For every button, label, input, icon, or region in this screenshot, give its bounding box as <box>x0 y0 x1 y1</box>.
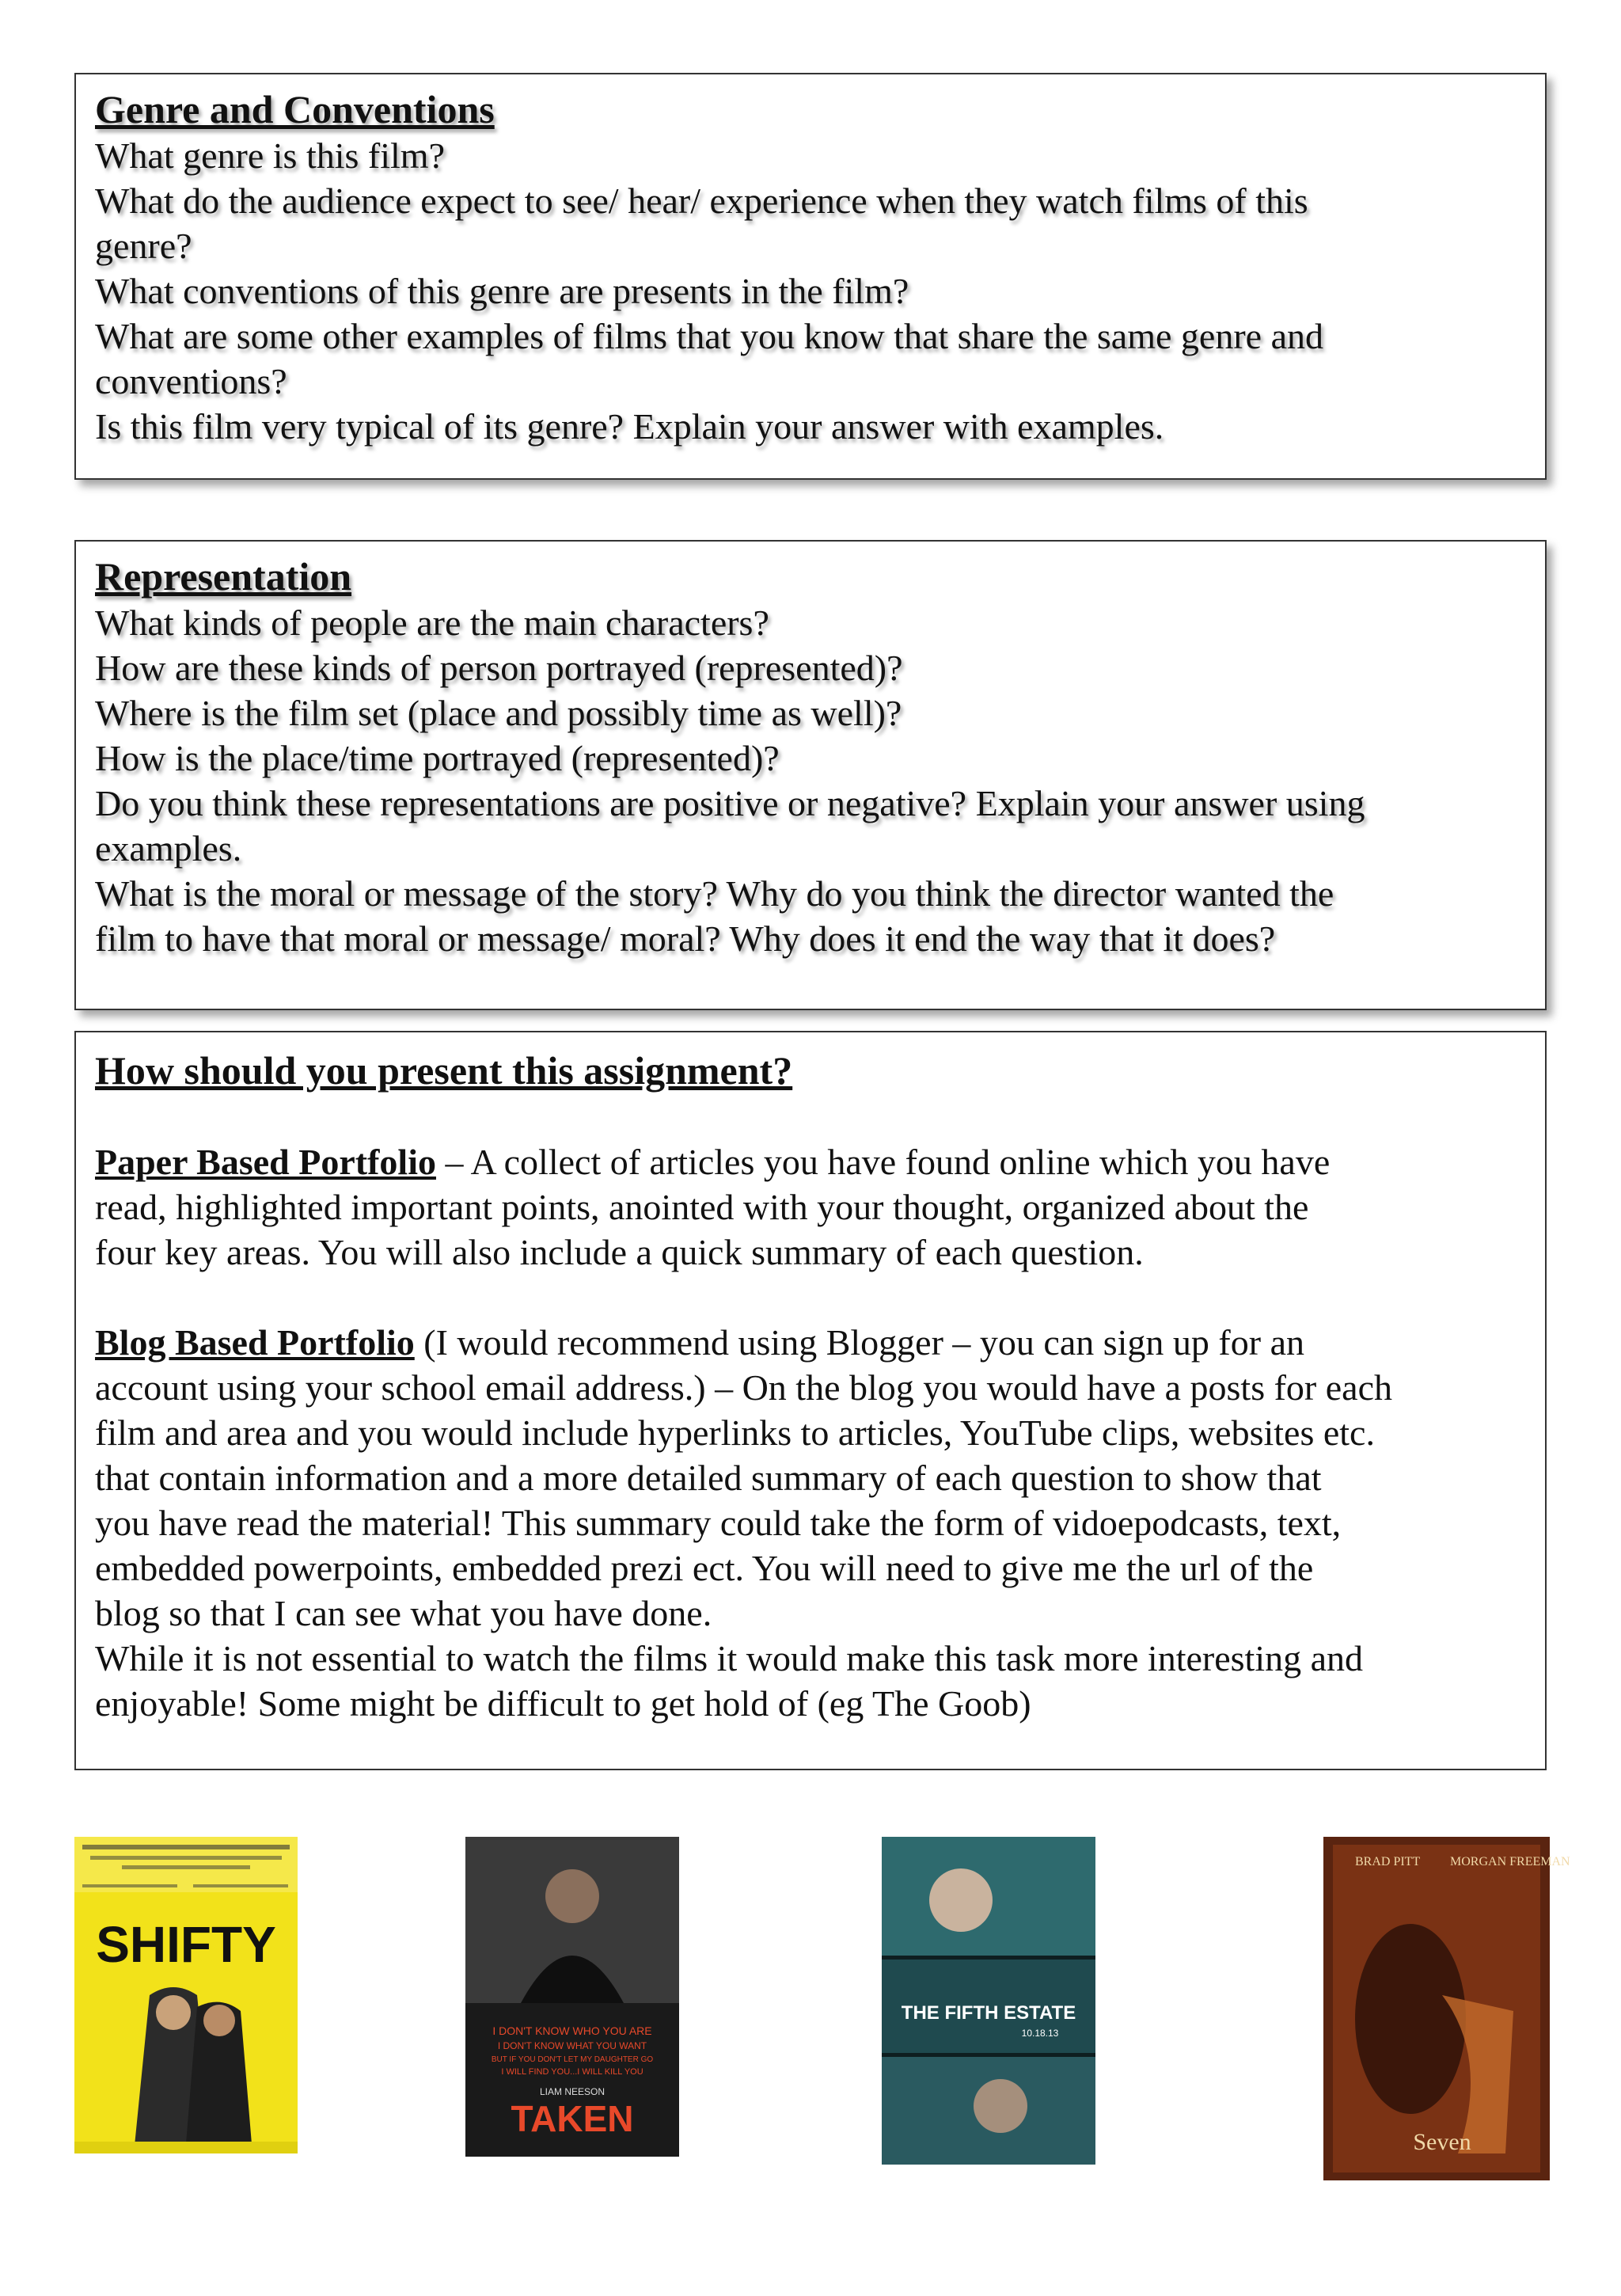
blog-portfolio-label: Blog Based Portfolio <box>95 1322 415 1363</box>
paper-portfolio-line: read, highlighted important points, anointed with your thought, organized about the <box>95 1187 1309 1227</box>
genre-line: What do the audience expect to see/ hear/ experience when they watch films of this <box>95 181 1308 221</box>
taken-tagline: I DON'T KNOW WHO YOU ARE <box>492 2024 652 2037</box>
representation-line: How is the place/time portrayed (represented)? <box>95 738 780 778</box>
representation-heading: Representation <box>95 554 352 599</box>
representation-line: Where is the film set (place and possibly time as well)? <box>95 693 902 733</box>
taken-tagline: BUT IF YOU DON'T LET MY DAUGHTER GO <box>491 2055 654 2064</box>
blog-portfolio-line: you have read the material! This summary could take the form of vidoepodcasts, text, <box>95 1503 1342 1543</box>
paper-portfolio-label: Paper Based Portfolio <box>95 1142 436 1182</box>
representation-line: What is the moral or message of the story? Why do you think the director wanted the <box>95 873 1334 914</box>
presentation-box <box>74 1031 1547 1770</box>
seven-actor: MORGAN FREEMAN <box>1450 1855 1570 1868</box>
seven-actor: BRAD PITT <box>1355 1855 1421 1868</box>
blog-portfolio-line: blog so that I can see what you have done. <box>95 1593 712 1633</box>
shifty-poster <box>74 1837 298 2153</box>
shifty-title: SHIFTY <box>96 1916 276 1973</box>
genre-line: genre? <box>95 226 192 266</box>
paper-portfolio-line: Paper Based Portfolio – A collect of articles you have found online which you have <box>95 1142 1331 1182</box>
genre-line: conventions? <box>95 361 287 401</box>
seven-title: Seven <box>1413 2129 1471 2155</box>
genre-line: What genre is this film? <box>95 135 445 176</box>
blog-portfolio-line: film and area and you would include hyperlinks to articles, YouTube clips, websites etc. <box>95 1412 1375 1453</box>
blog-portfolio-line: account using your school email address.) – On the blog you would have a posts for each <box>95 1367 1392 1408</box>
representation-line: examples. <box>95 828 242 869</box>
representation-line: What kinds of people are the main characters? <box>95 603 769 643</box>
representation-line: Do you think these representations are positive or negative? Explain your answer using <box>95 783 1365 823</box>
fifth-estate-poster <box>882 1837 1095 2165</box>
closing-line: While it is not essential to watch the films it would make this task more interesting and <box>95 1638 1364 1678</box>
closing-line: enjoyable! Some might be difficult to get hold of (eg The Goob) <box>95 1683 1031 1724</box>
seven-poster <box>1323 1837 1570 2180</box>
blog-portfolio-line: Blog Based Portfolio (I would recommend using Blogger – you can sign up for an <box>95 1322 1304 1363</box>
representation-box <box>74 540 1547 1010</box>
taken-tagline: I WILL FIND YOU...I WILL KILL YOU <box>501 2067 643 2077</box>
genre-conventions-box <box>74 73 1547 480</box>
genre-line: What are some other examples of films that you know that share the same genre and <box>95 316 1323 356</box>
genre-line: Is this film very typical of its genre? Explain your answer with examples. <box>95 406 1164 447</box>
representation-line: How are these kinds of person portrayed (represented)? <box>95 648 903 688</box>
fifth-estate-date: 10.18.13 <box>1021 2028 1059 2039</box>
taken-tagline: I DON'T KNOW WHAT YOU WANT <box>497 2040 647 2051</box>
blog-portfolio-line: embedded powerpoints, embedded prezi ect. You will need to give me the url of the <box>95 1548 1314 1588</box>
presentation-heading: How should you present this assignment? <box>95 1048 793 1093</box>
blog-portfolio-line: that contain information and a more detailed summary of each question to show that <box>95 1458 1322 1498</box>
genre-heading: Genre and Conventions <box>95 87 495 131</box>
taken-actor: LIAM NEESON <box>539 2086 606 2097</box>
fifth-estate-title: THE FIFTH ESTATE <box>901 2002 1076 2024</box>
taken-poster <box>465 1837 679 2157</box>
taken-title: TAKEN <box>511 2098 634 2139</box>
paper-portfolio-line: four key areas. You will also include a quick summary of each question. <box>95 1232 1144 1272</box>
genre-line: What conventions of this genre are presents in the film? <box>95 271 909 311</box>
representation-line: film to have that moral or message/ moral? Why does it end the way that it does? <box>95 918 1276 959</box>
